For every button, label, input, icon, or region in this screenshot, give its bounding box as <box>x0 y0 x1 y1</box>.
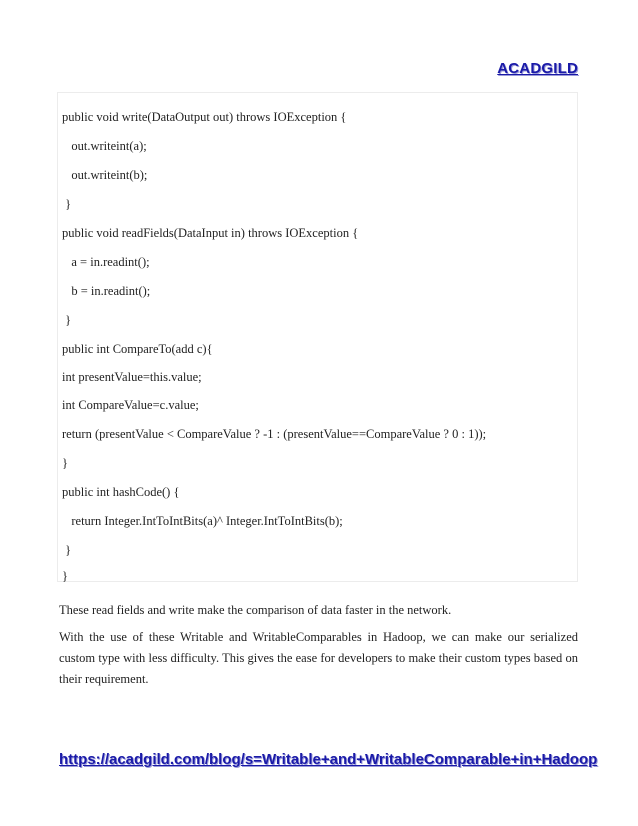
body-paragraph: These read fields and write make the comparison of data faster in the network. <box>59 603 452 617</box>
code-line: public int hashCode() { <box>62 485 180 499</box>
code-line: out.writeint(a); <box>62 139 147 153</box>
code-line: int presentValue=this.value; <box>62 370 202 384</box>
code-line: public int CompareTo(add c){ <box>62 342 213 356</box>
body-paragraph: With the use of these Writable and WritableComparables in Hadoop, we can make our serialized custom type with less difficulty. This gives the ease for developers to make their custom types based on their requirement. <box>59 630 578 686</box>
code-line: int CompareValue=c.value; <box>62 398 199 412</box>
code-line: public void readFields(DataInput in) throws IOException { <box>62 226 359 240</box>
code-line: out.writeint(b); <box>62 168 148 182</box>
brand-logo-link[interactable]: ACADGILD <box>497 60 578 77</box>
footer-url-link[interactable]: https://acadgild.com/blog/s=Writable+and+WritableComparable+in+Hadoop <box>59 751 598 768</box>
code-line: return Integer.IntToIntBits(a)^ Integer.IntToIntBits(b); <box>62 514 343 528</box>
code-line: } <box>62 197 72 211</box>
code-line: } <box>62 313 72 327</box>
code-line: } <box>62 569 68 583</box>
code-line: return (presentValue < CompareValue ? -1 : (presentValue==CompareValue ? 0 : 1)); <box>62 427 487 441</box>
code-line: } <box>62 456 68 470</box>
code-line: public void write(DataOutput out) throws IOException { <box>62 110 347 124</box>
code-line: a = in.readint(); <box>62 255 150 269</box>
code-block <box>57 92 578 582</box>
code-line: b = in.readint(); <box>62 284 151 298</box>
code-line: } <box>62 543 72 557</box>
